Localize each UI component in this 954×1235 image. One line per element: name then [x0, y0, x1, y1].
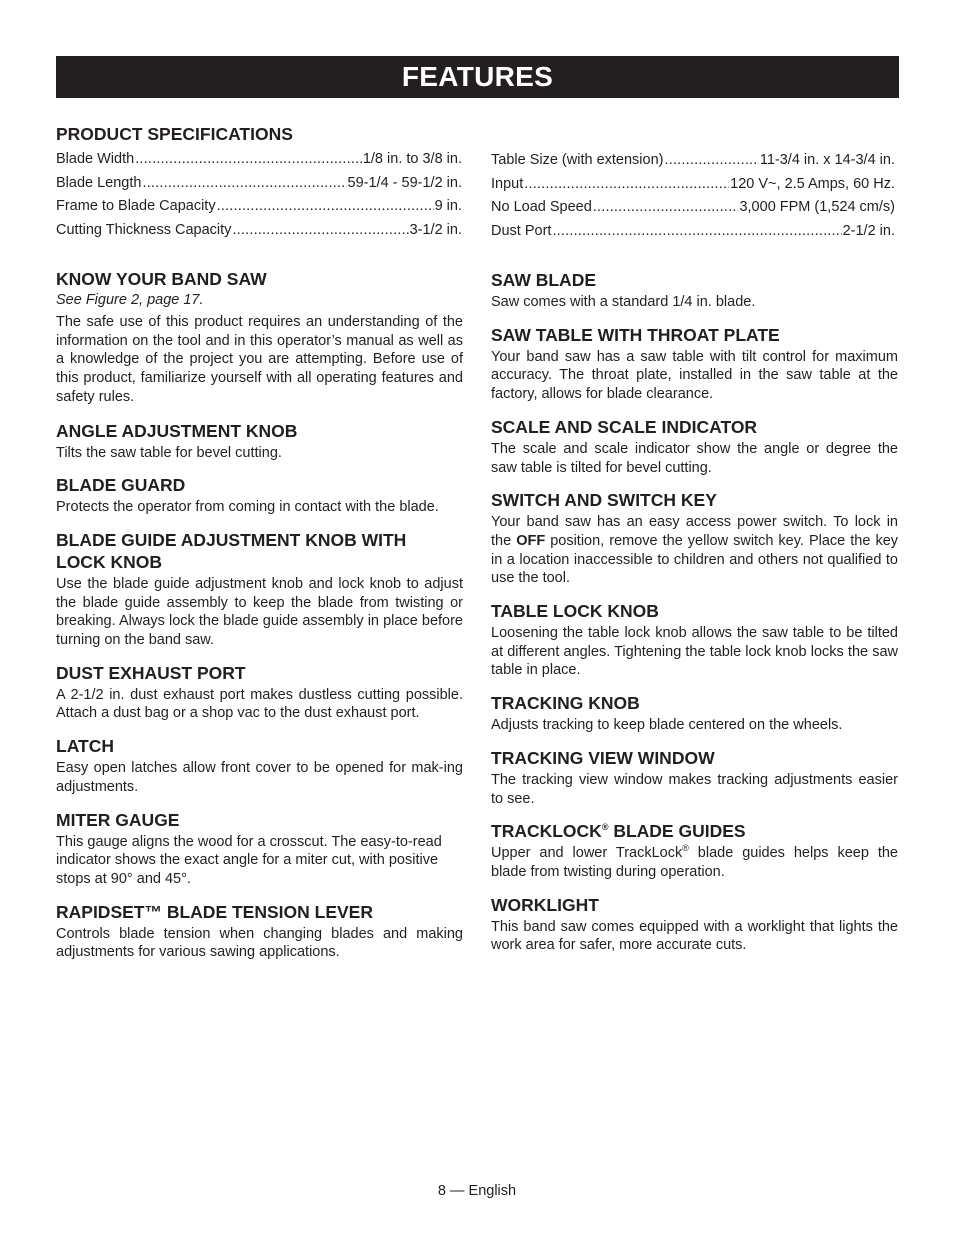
- section-scale-and-scale-indicator: [491, 416, 898, 477]
- spec-value: 2-1/2 in.: [842, 222, 895, 239]
- specs-left-list: [56, 148, 462, 242]
- spec-row: [491, 173, 895, 197]
- leader-dots: [524, 173, 729, 197]
- spec-label: Cutting Thickness Capacity: [56, 221, 232, 238]
- page-footer: 8 — English: [437, 1183, 517, 1199]
- registered-mark: ®: [601, 822, 609, 833]
- spec-value: 59-1/4 - 59-1/2 in.: [347, 174, 462, 191]
- section-rapidset-blade-tension-lever: [56, 901, 463, 962]
- section-miter-gauge: [56, 809, 463, 889]
- section-body: Easy open latches allow front cover to be opened for mak-ing adjustments.: [56, 760, 463, 795]
- right-column: [491, 269, 898, 955]
- section-body: Use the blade guide adjustment knob and lock knob to adjust the blade guide assembly to keep the blade from twisting or breaking. Always lock the blade guide assembly in place before turning on the band saw.: [56, 575, 463, 649]
- figure-reference: See Figure 2, page 17.: [56, 292, 204, 308]
- body-text: Your band saw has an easy access power switch. To lock in the: [491, 514, 898, 549]
- off-label: OFF: [516, 532, 546, 549]
- section-heading: TRACKING KNOB: [491, 693, 640, 714]
- section-body: This gauge aligns the wood for a crosscut. The easy-to-read indicator shows the exact angle for a miter cut, with positive stops at 90° and 45°.: [56, 833, 442, 887]
- spec-row: [56, 219, 462, 243]
- section-body: Controls blade tension when changing blades and making adjustments for various sawing applications.: [56, 925, 463, 961]
- spec-row: [56, 172, 462, 196]
- section-heading: MITER GAUGE: [56, 809, 180, 830]
- specs-right-list: [491, 149, 895, 243]
- section-switch-and-switch-key: [491, 489, 898, 588]
- spec-row: [56, 195, 462, 219]
- section-heading: RAPIDSET™ BLADE TENSION LEVER: [56, 901, 373, 922]
- spec-row: [56, 148, 462, 172]
- leader-dots: [217, 195, 434, 219]
- leader-dots: [135, 148, 362, 172]
- section-body: A 2-1/2 in. dust exhaust port makes dustless cutting possible. Attach a dust bag or a shop vac to the dust exhaust port.: [56, 686, 463, 722]
- body-text: blade guides helps keep the blade from twisting during operation.: [491, 845, 898, 880]
- section-body: The tracking view window makes tracking adjustments easier to see.: [491, 771, 898, 807]
- heading-text: BLADE GUIDES: [608, 821, 746, 842]
- leader-dots: [664, 149, 758, 173]
- specs-title: PRODUCT SPECIFICATIONS: [56, 124, 293, 144]
- left-column: [56, 268, 463, 962]
- section-worklight: [491, 894, 898, 955]
- section-blade-guide-adjustment-knob: [56, 529, 463, 650]
- section-dust-exhaust-port: [56, 662, 463, 723]
- section-body: [491, 844, 898, 881]
- spec-label: Table Size (with extension): [491, 152, 664, 168]
- heading-text: TRACKLOCK: [491, 821, 602, 842]
- spec-label: Blade Length: [56, 174, 142, 191]
- spec-label: Input: [491, 175, 524, 192]
- leader-dots: [552, 220, 841, 244]
- spec-value: 3-1/2 in.: [409, 221, 462, 238]
- spec-value: 3,000 FPM (1,524 cm/s): [739, 199, 895, 215]
- spec-label: No Load Speed: [491, 199, 592, 215]
- spec-value: 11-3/4 in. x 14-3/4 in.: [759, 152, 895, 168]
- section-saw-blade: [491, 269, 898, 312]
- section-tracklock-blade-guides: [491, 820, 898, 881]
- section-body: [491, 513, 898, 588]
- section-heading: BLADE GUARD: [56, 475, 186, 496]
- section-heading: KNOW YOUR BAND SAW: [56, 269, 267, 289]
- section-blade-guard: [56, 474, 463, 517]
- section-heading: SCALE AND SCALE INDICATOR: [491, 416, 758, 437]
- leader-dots: [232, 219, 408, 243]
- section-heading: LATCH: [56, 736, 114, 757]
- leader-dots: [593, 196, 739, 220]
- spec-value: 1/8 in. to 3/8 in.: [362, 151, 462, 167]
- section-heading: SAW TABLE WITH THROAT PLATE: [491, 324, 780, 345]
- body-text: position, remove the yellow switch key. Place the key in a location inaccessible to children and others not qualified to use the tool.: [491, 532, 899, 587]
- registered-mark: ®: [682, 843, 689, 854]
- section-table-lock-knob: [491, 600, 898, 680]
- section-body: The safe use of this product requires an understanding of the information on the tool and in this operator’s manual as well as a knowledge of the project you are attempting. Before use of this product, familiarize yourself with all operating features and safety rules.: [56, 314, 463, 405]
- spec-row: [491, 220, 895, 244]
- section-heading: [491, 820, 898, 842]
- spec-label: Dust Port: [491, 222, 552, 239]
- body-text: Upper and lower TrackLock: [491, 845, 683, 862]
- section-body: The scale and scale indicator show the angle or degree the saw table is tilted for bevel cutting.: [491, 440, 898, 476]
- features-banner: [56, 56, 899, 98]
- spec-row: [491, 149, 895, 173]
- section-body: Loosening the table lock knob allows the saw table to be tilted at different angles. Tightening the table lock knob locks the saw table in place.: [491, 625, 898, 679]
- page-title: FEATURES: [401, 61, 554, 92]
- section-body: Protects the operator from coming in contact with the blade.: [56, 499, 439, 516]
- section-body: This band saw comes equipped with a worklight that lights the work area for safer, more accurate cuts.: [491, 918, 898, 954]
- leader-dots: [142, 172, 346, 196]
- section-heading: SAW BLADE: [491, 270, 596, 290]
- section-latch: [56, 735, 463, 796]
- section-heading: TRACKING VIEW WINDOW: [491, 747, 715, 768]
- section-body: Saw comes with a standard 1/4 in. blade.: [491, 294, 756, 310]
- spec-label: Blade Width: [56, 151, 135, 167]
- section-body: Your band saw has a saw table with tilt control for maximum accuracy. The throat plate, installed in the saw table at the factory, allows for blade clearance.: [491, 348, 898, 403]
- spec-value: 120 V~, 2.5 Amps, 60 Hz.: [730, 175, 895, 192]
- section-angle-adjustment-knob: [56, 420, 463, 463]
- section-know-your-band-saw: [56, 268, 463, 407]
- section-heading: DUST EXHAUST PORT: [56, 662, 246, 683]
- spec-label: Frame to Blade Capacity: [56, 198, 216, 214]
- section-heading: BLADE GUIDE ADJUSTMENT KNOB WITH LOCK KNOB: [56, 529, 407, 572]
- section-heading: WORKLIGHT: [491, 894, 599, 915]
- section-saw-table-with-throat-plate: [491, 324, 898, 404]
- section-body: Tilts the saw table for bevel cutting.: [56, 444, 282, 461]
- spec-value: 9 in.: [434, 198, 462, 214]
- spec-row: [491, 196, 895, 220]
- section-body: Adjusts tracking to keep blade centered on the wheels.: [491, 717, 843, 734]
- section-tracking-view-window: [491, 747, 898, 808]
- section-tracking-knob: [491, 692, 898, 735]
- section-heading: TABLE LOCK KNOB: [491, 601, 659, 622]
- section-heading: ANGLE ADJUSTMENT KNOB: [56, 420, 298, 441]
- section-heading: SWITCH AND SWITCH KEY: [491, 490, 717, 511]
